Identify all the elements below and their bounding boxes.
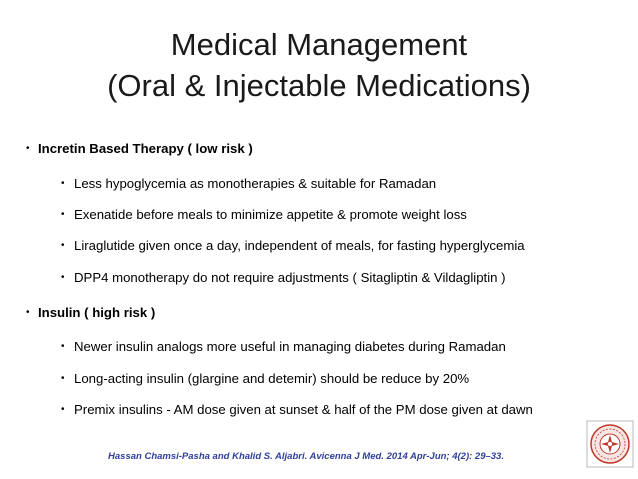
bullet-icon: • bbox=[61, 272, 65, 283]
bullet-icon: • bbox=[26, 307, 30, 318]
citation: Hassan Chamsi-Pasha and Khalid S. Aljabri. Avicenna J Med. 2014 Apr-Jun; 4(2): 29–33. bbox=[108, 451, 504, 462]
bullet-icon: • bbox=[61, 341, 65, 352]
list-item-text: Exenatide before meals to minimize appetite & promote weight loss bbox=[74, 207, 467, 222]
list-item bbox=[61, 339, 506, 355]
list-item bbox=[61, 238, 525, 254]
bullet-icon: • bbox=[61, 240, 65, 251]
bullet-icon: • bbox=[61, 373, 65, 384]
bullet-icon: • bbox=[61, 209, 65, 220]
list-item-text: Liraglutide given once a day, independent of meals, for fasting hyperglycemia bbox=[74, 238, 525, 253]
list-item bbox=[61, 402, 533, 418]
slide-title-line-1: Medical Management bbox=[170, 27, 468, 62]
list-item bbox=[61, 176, 437, 192]
list-item-text: Premix insulins - AM dose given at sunset & half of the PM dose given at dawn bbox=[74, 402, 533, 417]
slide-title-line-2: (Oral & Injectable Medications) bbox=[107, 68, 531, 103]
slide-title bbox=[0, 24, 638, 106]
bullet-icon: • bbox=[61, 178, 65, 189]
list-item bbox=[61, 270, 506, 286]
section-heading-text: Incretin Based Therapy ( low risk ) bbox=[38, 141, 253, 156]
list-item-text: Less hypoglycemia as monotherapies & suitable for Ramadan bbox=[74, 176, 437, 191]
section-heading-incretin bbox=[26, 141, 253, 157]
section-heading-insulin bbox=[26, 305, 156, 321]
bullet-icon: • bbox=[26, 143, 30, 154]
list-item-text: DPP4 monotherapy do not require adjustments ( Sitagliptin & Vildagliptin ) bbox=[74, 270, 506, 285]
list-item-text: Long-acting insulin (glargine and detemir) should be reduce by 20% bbox=[74, 371, 470, 386]
section-heading-text: Insulin ( high risk ) bbox=[38, 305, 156, 320]
list-item bbox=[61, 371, 470, 387]
list-item-text: Newer insulin analogs more useful in managing diabetes during Ramadan bbox=[74, 339, 506, 354]
bullet-icon: • bbox=[61, 404, 65, 415]
list-item bbox=[61, 207, 467, 223]
journal-seal-icon bbox=[586, 420, 634, 468]
